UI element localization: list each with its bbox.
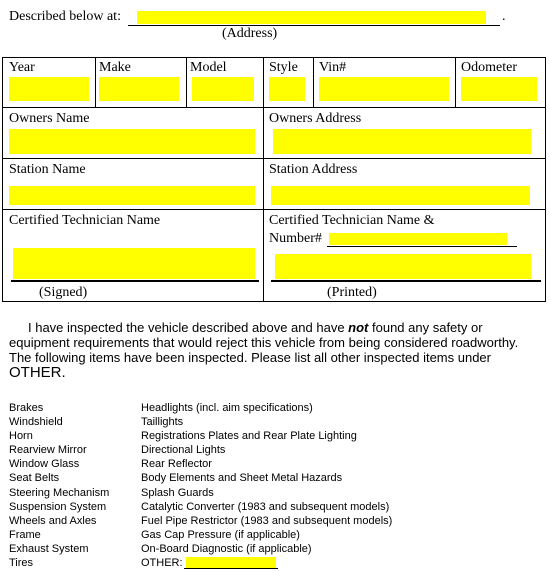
year-label: Year — [9, 60, 35, 75]
list-item: Tires — [9, 557, 34, 570]
list-item: Steering Mechanism — [9, 486, 110, 499]
vin-label: Vin# — [319, 60, 347, 75]
list-item: OTHER: — [141, 557, 183, 570]
owners-name-label: Owners Name — [9, 111, 90, 126]
odometer-label: Odometer — [461, 60, 517, 75]
vin-field[interactable] — [319, 77, 449, 101]
inspection-list-left — [9, 401, 109, 570]
inspection-list-right — [141, 401, 392, 570]
row-divider — [3, 209, 545, 210]
described-label: Described below at: — [9, 9, 121, 24]
address-period: . — [502, 9, 506, 24]
list-item: Seat Belts — [9, 472, 60, 485]
list-item: Taillights — [141, 416, 184, 429]
owners-name-field[interactable] — [9, 129, 255, 154]
tech-number-field[interactable] — [329, 233, 507, 245]
list-item: Catalytic Converter (1983 and subsequent models) — [141, 500, 390, 513]
year-field[interactable] — [9, 77, 89, 101]
tech-name-label: Certified Technician Name — [9, 213, 161, 228]
center-divider — [263, 58, 264, 301]
col-divider — [95, 58, 96, 107]
vehicle-form — [2, 57, 546, 302]
station-address-label: Station Address — [269, 162, 358, 177]
list-item: On-Board Diagnostic (if applicable) — [141, 542, 312, 555]
model-field[interactable] — [192, 77, 254, 101]
list-item: Directional Lights — [141, 444, 226, 457]
list-item: Gas Cap Pressure (if applicable) — [141, 528, 300, 541]
signed-caption: (Signed) — [39, 285, 88, 300]
tech-name-number-label-1: Certified Technician Name & — [269, 213, 435, 228]
list-item: Brakes — [9, 402, 44, 414]
list-item: Registrations Plates and Rear Plate Lighting — [141, 430, 357, 443]
signed-line — [11, 280, 259, 282]
list-item: Rear Reflector — [141, 458, 212, 471]
list-item: Horn — [9, 430, 33, 443]
tech-signature-field[interactable] — [13, 248, 255, 279]
col-divider — [455, 58, 456, 107]
list-item: Headlights (incl. aim specifications) — [141, 402, 313, 414]
statement-emphasis: not — [348, 320, 369, 335]
list-item: Windshield — [9, 416, 63, 429]
tech-number-underline — [327, 246, 517, 247]
model-label: Model — [190, 60, 227, 75]
station-address-field[interactable] — [271, 186, 530, 205]
odometer-field[interactable] — [461, 77, 537, 101]
list-item: Wheels and Axles — [9, 514, 97, 527]
row-divider — [3, 107, 545, 108]
list-item: Exhaust System — [9, 542, 89, 555]
list-item: Rearview Mirror — [9, 444, 87, 457]
statement-other: OTHER. — [9, 364, 66, 381]
other-field[interactable] — [186, 557, 276, 568]
list-item: Window Glass — [9, 458, 80, 471]
inspection-statement — [9, 320, 541, 380]
col-divider — [186, 58, 187, 107]
tech-name-number-label-2: Number# — [269, 231, 322, 246]
row-divider — [3, 158, 545, 159]
list-item: Splash Guards — [141, 486, 214, 499]
style-field[interactable] — [269, 77, 305, 101]
printed-caption: (Printed) — [327, 285, 377, 300]
owners-address-field[interactable] — [273, 129, 531, 154]
make-label: Make — [99, 60, 131, 75]
style-label: Style — [269, 60, 298, 75]
statement-part1: I have inspected the vehicle described above and have — [28, 320, 349, 335]
station-name-label: Station Name — [9, 162, 86, 177]
address-caption: (Address) — [222, 26, 278, 41]
list-item: Fuel Pipe Restrictor (1983 and subsequent models) — [141, 514, 393, 527]
list-item: Frame — [9, 528, 41, 541]
address-underline — [128, 25, 500, 26]
owners-address-label: Owners Address — [269, 111, 362, 126]
list-item: Suspension System — [9, 500, 107, 513]
other-underline — [184, 568, 278, 569]
tech-printed-field[interactable] — [275, 254, 531, 279]
col-divider — [313, 58, 314, 107]
statement-part2: found any safety or equipment requirements that would reject this vehicle from being considered roadworthy. The following items have been inspected. Please list all other inspected items under — [9, 320, 519, 365]
make-field[interactable] — [99, 77, 179, 101]
printed-line — [271, 280, 541, 282]
address-field[interactable] — [137, 11, 486, 24]
list-item: Body Elements and Sheet Metal Hazards — [141, 472, 343, 485]
station-name-field[interactable] — [9, 186, 255, 205]
